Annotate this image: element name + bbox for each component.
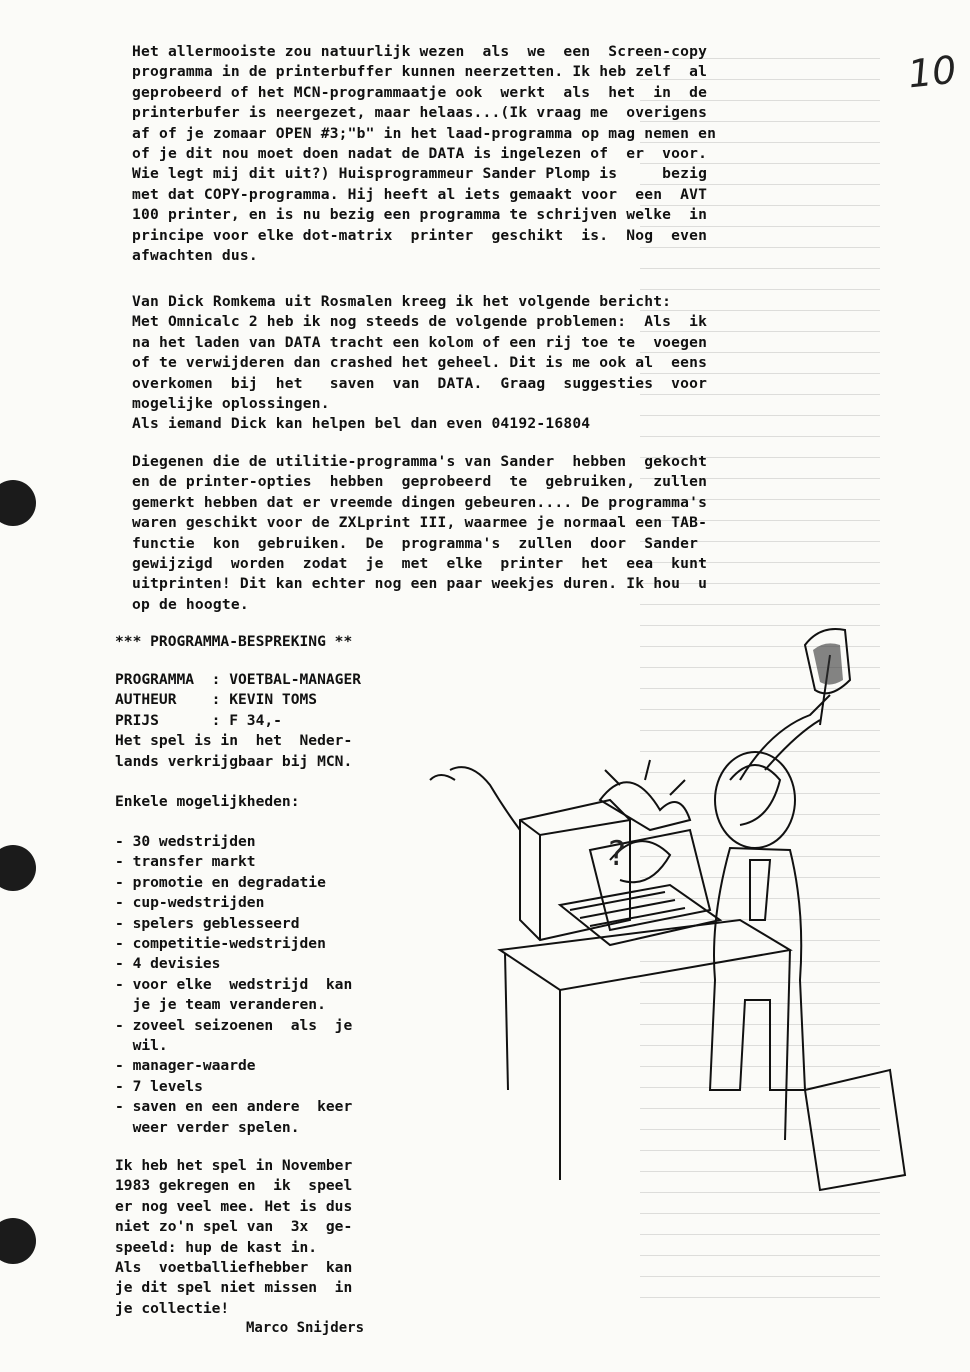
- feature-item: - 30 wedstrijden: [115, 833, 256, 850]
- text-line: Van Dick Romkema uit Rosmalen kreeg ik het volgende bericht:: [132, 293, 672, 310]
- feature-item: - competitie-wedstrijden: [115, 935, 326, 953]
- program-info-line: PRIJS : F 34,-: [115, 711, 282, 729]
- feature-item: - manager-waarde: [115, 1057, 256, 1075]
- punch-hole: [0, 845, 36, 891]
- text-line: principe voor elke dot-matrix printer geschikt is. Nog even: [132, 226, 708, 244]
- text-line: afwachten dus.: [132, 247, 258, 265]
- program-info-line: PROGRAMMA : VOETBAL-MANAGER: [115, 671, 362, 688]
- text-line: speeld: hup de kast in.: [115, 1238, 318, 1256]
- features-list: [115, 832, 352, 1138]
- feature-item: - 4 devisies: [115, 955, 221, 973]
- text-line: je collectie!: [115, 1299, 230, 1317]
- text-line: met dat COPY-programma. Hij heeft al iets gemaakt voor een AVT: [132, 185, 708, 203]
- text-line: Als voetballiefhebber kan: [115, 1259, 353, 1277]
- text-line: of te verwijderen dan crashed het geheel. Dit is me ook al eens: [132, 354, 708, 372]
- signature: Marco Snijders: [246, 1320, 365, 1336]
- feature-item: - promotie en degradatie: [115, 873, 326, 891]
- feature-item: - spelers geblesseerd: [115, 914, 300, 932]
- text-line: na het laden van DATA tracht een kolom of een rij toe te voegen: [132, 333, 708, 351]
- text-line: Als iemand Dick kan helpen bel dan even 04192-16804: [132, 415, 591, 433]
- program-info-line: AUTHEUR : KEVIN TOMS: [115, 691, 318, 709]
- text-line: uitprinten! Dit kan echter nog een paar weekjes duren. Ik hou u: [132, 575, 708, 593]
- feature-item: - 7 levels: [115, 1077, 203, 1095]
- feature-item: - transfer markt: [115, 853, 256, 871]
- program-info: [115, 670, 361, 772]
- punch-hole: [0, 480, 36, 526]
- text-line: je dit spel niet missen in: [115, 1279, 353, 1297]
- text-line: Ik heb het spel in November: [115, 1157, 353, 1174]
- feature-item: - zoveel seizoenen als je: [115, 1016, 353, 1034]
- text-line: er nog veel mee. Het is dus: [115, 1197, 353, 1215]
- text-line: geprobeerd of het MCN-programmaatje ook werkt als het in de: [132, 83, 708, 101]
- punch-hole: [0, 1218, 36, 1264]
- section-heading: *** PROGRAMMA-BESPREKING **: [115, 633, 353, 650]
- text-line: Het allermooiste zou natuurlijk wezen als we een Screen-copy: [132, 43, 708, 60]
- page-number: 10: [905, 47, 959, 97]
- cartoon-computer-smash: [410, 620, 950, 1200]
- text-line: waren geschikt voor de ZXLprint III, waarmee je normaal een TAB-: [132, 514, 708, 532]
- feature-item: wil.: [115, 1037, 168, 1055]
- text-line: op de hoogte.: [132, 595, 249, 613]
- paragraph-omnicalc: [132, 292, 707, 435]
- svg-text:?: ?: [608, 834, 627, 874]
- text-line: 1983 gekregen en ik speel: [115, 1177, 353, 1195]
- paragraph-screen-copy: [132, 42, 716, 266]
- text-line: en de printer-opties hebben geprobeerd te gebruiken, zullen: [132, 473, 708, 491]
- features-heading: Enkele mogelijkheden:: [115, 793, 300, 810]
- text-line: overkomen bij het saven van DATA. Graag suggesties voor: [132, 374, 708, 392]
- paragraph-printer-options: [132, 452, 707, 615]
- text-line: functie kon gebruiken. De programma's zullen door Sander: [132, 534, 699, 552]
- text-line: Diegenen die de utilitie-programma's van Sander hebben gekocht: [132, 453, 708, 470]
- text-line: mogelijke oplossingen.: [132, 395, 330, 413]
- text-line: niet zo'n spel van 3x ge-: [115, 1218, 353, 1236]
- program-info-line: lands verkrijgbaar bij MCN.: [115, 752, 353, 770]
- text-line: Wie legt mij dit uit?) Huisprogrammeur Sander Plomp is bezig: [132, 165, 708, 183]
- feature-item: je je team veranderen.: [115, 996, 326, 1014]
- text-line: 100 printer, en is nu bezig een programma te schrijven welke in: [132, 206, 708, 224]
- text-line: of je dit nou moet doen nadat de DATA is ingelezen of er voor.: [132, 145, 708, 163]
- text-line: printerbufer is neergezet, maar helaas...(Ik vraag me overigens: [132, 104, 708, 122]
- feature-item: - cup-wedstrijden: [115, 894, 265, 912]
- closing-paragraph: [115, 1156, 352, 1319]
- text-line: af of je zomaar OPEN #3;"b" in het laad-programma op mag nemen en: [132, 124, 717, 142]
- text-line: programma in de printerbuffer kunnen neerzetten. Ik heb zelf al: [132, 63, 708, 81]
- feature-item: - saven en een andere keer: [115, 1098, 353, 1116]
- text-line: Met Omnicalc 2 heb ik nog steeds de volgende problemen: Als ik: [132, 313, 708, 331]
- program-info-line: Het spel is in het Neder-: [115, 732, 353, 750]
- text-line: gewijzigd worden zodat je met elke printer het eea kunt: [132, 555, 708, 573]
- text-line: gemerkt hebben dat er vreemde dingen gebeuren.... De programma's: [132, 493, 708, 511]
- feature-item: - voor elke wedstrijd kan: [115, 975, 353, 993]
- feature-item: weer verder spelen.: [115, 1118, 300, 1136]
